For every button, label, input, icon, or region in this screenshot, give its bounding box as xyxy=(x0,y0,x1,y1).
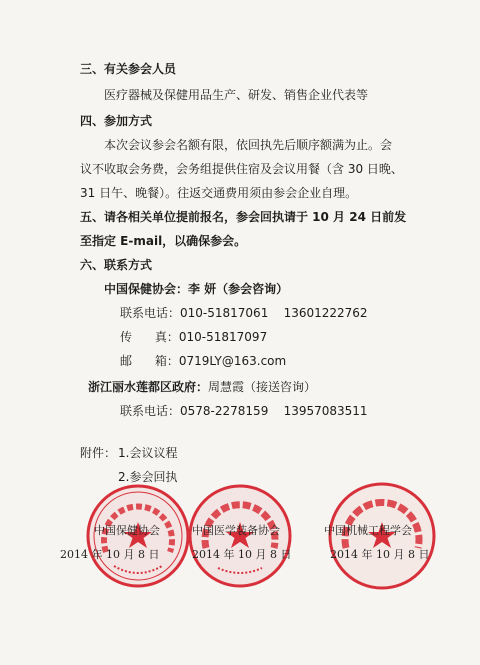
section4-line1: 本次会议参会名额有限，依回执先后顺序额满为止。会 xyxy=(104,138,393,152)
section4-line3: 31 日午、晚餐）。往返交通费用须由参会企业自理。 xyxy=(80,186,358,200)
section6-heading: 六、联系方式 xyxy=(80,258,153,272)
phone1-row xyxy=(120,306,368,321)
fax-label: 传 真： xyxy=(120,330,179,344)
phone2-row xyxy=(120,404,368,419)
fax-row xyxy=(120,330,267,345)
attachments-label: 附件： xyxy=(80,446,117,460)
contact-org2-row xyxy=(88,380,316,395)
email-row xyxy=(120,354,286,369)
attachment-item2: 2.参会回执 xyxy=(118,470,178,484)
section3-heading: 三、有关参会人员 xyxy=(80,62,177,76)
signature-date-2: 2014 年 10 月 8 日 xyxy=(192,548,292,561)
section3-body: 医疗器械及保健用品生产、研发、销售企业代表等 xyxy=(104,88,369,102)
phone2-value: 0578-2278159 13957083511 xyxy=(180,404,368,418)
section5-line1: 五、请各相关单位提前报名，参会回执请于 10 月 24 日前发 xyxy=(80,210,407,224)
signature-org-2: 中国医学装备协会 xyxy=(192,524,280,537)
phone2-label: 联系电话： xyxy=(120,404,181,418)
email-value: 0719LY@163.com xyxy=(178,354,287,368)
signature-org-3: 中国机械工程学会 xyxy=(324,524,412,537)
signature-date-1: 2014 年 10 月 8 日 xyxy=(60,548,160,561)
signature-date-3: 2014 年 10 月 8 日 xyxy=(330,548,430,561)
contact-org1: 中国保健协会：李 妍（参会咨询） xyxy=(104,282,289,296)
section4-line2: 议不收取会务费，会务组提供住宿及会议用餐（含 30 日晚、 xyxy=(80,162,403,176)
contact-org2: 浙江丽水莲都区政府： xyxy=(88,380,209,394)
section4-heading: 四、参加方式 xyxy=(80,114,153,128)
section5-line2: 至指定 E-mail，以确保参会。 xyxy=(80,234,247,248)
phone1-label: 联系电话： xyxy=(120,306,181,320)
fax-value: 010-51817097 xyxy=(178,330,268,344)
signature-org-1: 中国保健协会 xyxy=(94,524,160,537)
attachment-item1: 1.会议议程 xyxy=(118,446,178,460)
contact-org2-person: 周慧霞（接送咨询） xyxy=(208,380,317,394)
phone1-value: 010-51817061 13601222762 xyxy=(180,306,368,320)
email-label: 邮 箱： xyxy=(120,354,179,368)
